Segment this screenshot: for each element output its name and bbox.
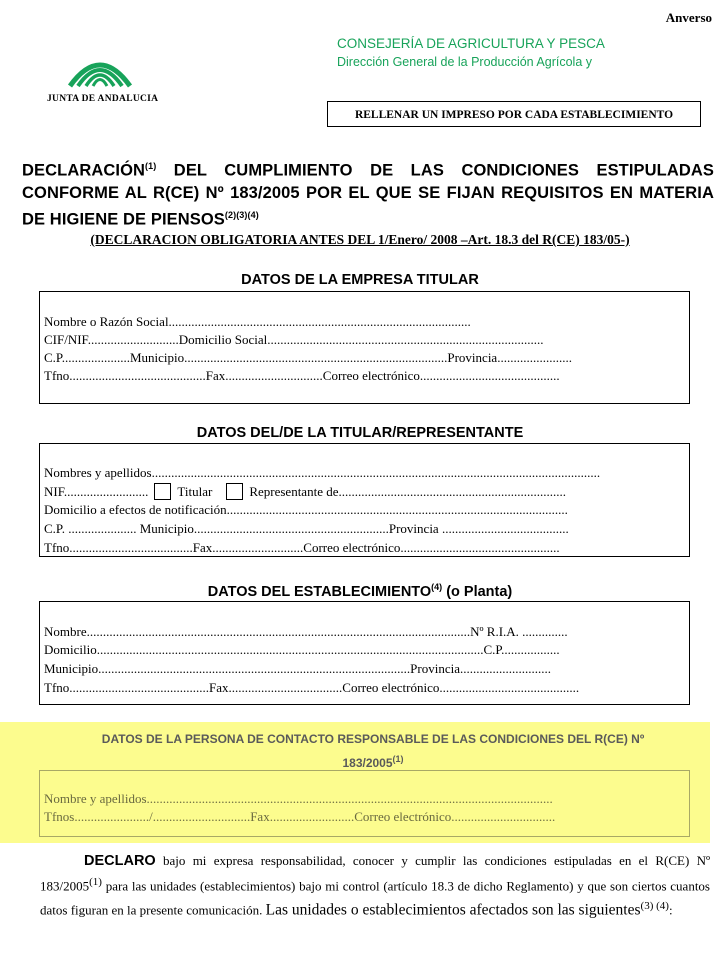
side-label: Anverso (665, 10, 712, 25)
establecimiento-name-field[interactable]: Nombre......................................................................................................................Nº R.I.A. .............. (44, 624, 568, 639)
section-empresa-heading: DATOS DE LA EMPRESA TITULAR (241, 272, 479, 288)
titular-name-field[interactable]: Nombres y apellidos.......................................................................................................................................... (44, 465, 601, 480)
declaration-paragraph (40, 850, 710, 921)
titular-nif-field[interactable]: NIF.......................... (44, 484, 149, 499)
org-name: JUNTA DE ANDALUCIA (47, 94, 159, 104)
establecimiento-heading-text: DATOS DEL ESTABLECIMIENTO (207, 583, 432, 600)
declaro-lead: DECLARO (84, 853, 156, 869)
declaro-text-4: : (668, 902, 673, 918)
instruction-box: RELLENAR UN IMPRESO POR CADA ESTABLECIMIENTO (327, 101, 701, 127)
empresa-name-field[interactable]: Nombre o Razón Social............................................................................................. (44, 314, 471, 329)
title-sup-1: (1) (145, 161, 157, 171)
establecimiento-municipio-field[interactable]: Municipio................................................................................................Provincia............................ (44, 661, 551, 676)
section-contacto-heading (40, 729, 706, 773)
department-line-1: CONSEJERÍA DE AGRICULTURA Y PESCA (337, 36, 605, 51)
contacto-name-field[interactable]: Nombre y apellidos............................................................................................................................. (44, 791, 553, 806)
department-line-2: Dirección General de la Producción Agrícola y (337, 55, 592, 69)
titular-contact-field[interactable]: Tfno......................................Fax............................Correo electrónico................................................. (44, 540, 560, 555)
declaro-text-1: bajo mi expresa responsabilidad, conocer y cumplir las condiciones estipuladas en el R(CE) Nº 183/2005 (40, 853, 710, 894)
contacto-contact-field[interactable]: Tfnos......................./..............................Fax..........................Correo electrónico................................ (44, 809, 556, 824)
establecimiento-domicilio-field[interactable]: Domicilio.......................................................................................................................C.P.................. (44, 642, 560, 657)
representante-field[interactable]: Representante de...................................................................... (249, 484, 566, 499)
junta-andalucia-logo (64, 46, 136, 90)
titular-cp-municipio-field[interactable]: C.P. ..................... Municipio............................................................Provincia ....................................... (44, 521, 569, 536)
title-sup-2: (2)(3)(4) (224, 209, 259, 220)
titular-domicilio-field[interactable]: Domicilio a efectos de notificación......................................................................................................... (44, 502, 568, 517)
main-title (22, 155, 714, 230)
contacto-heading-line-2: 183/2005 (342, 756, 393, 770)
declaro-sup-1: (1) (89, 876, 102, 888)
contacto-heading-line-1: DATOS DE LA PERSONA DE CONTACTO RESPONSABLE DE LAS CONDICIONES DEL R(CE) Nº (101, 732, 645, 746)
mandatory-note: (DECLARACION OBLIGATORIA ANTES DEL 1/Enero/ 2008 –Art. 18.3 del R(CE) 183/05-) (90, 232, 630, 247)
empresa-contact-field[interactable]: Tfno..........................................Fax..............................Correo electrónico........................................... (44, 368, 560, 383)
titular-checkbox[interactable] (154, 483, 171, 500)
section-titular-heading: DATOS DEL/DE LA TITULAR/REPRESENTANTE (196, 425, 524, 441)
department-heading (337, 35, 605, 71)
contacto-heading-sup: (1) (392, 754, 404, 764)
empresa-cp-municipio-field[interactable]: C.P.....................Municipio.................................................................................Provincia....................... (44, 350, 572, 365)
declaro-sup-2: (3) (4) (640, 900, 669, 913)
representante-checkbox[interactable] (226, 483, 243, 500)
title-text: DECLARACIÓN (22, 161, 146, 180)
section-establecimiento-heading (0, 582, 720, 600)
declaro-text-2: para las unidades (establecimientos) bajo mi control (artículo 18.3 de dicho Reglamento) y que son ciertos cuantos datos figuran en la presente comunicación. (40, 878, 710, 918)
title-text-2: DEL CUMPLIMIENTO DE LAS CONDICIONES ESTIPULADAS CONFORME AL R(CE) Nº 183/2005 POR EL QUE SE FIJAN REQUISITOS EN MATERIA DE HIGIENE DE PIENSOS (22, 161, 714, 228)
declaro-text-3: Las unidades o establecimientos afectados son las siguientes (265, 901, 641, 919)
establecimiento-heading-suffix: (o Planta) (442, 583, 513, 600)
titular-checkbox-label: Titular (177, 484, 213, 499)
establecimiento-contact-field[interactable]: Tfno...........................................Fax...................................Correo electrónico........................................... (44, 680, 580, 695)
empresa-cif-domicilio-field[interactable]: CIF/NIF............................Domicilio Social..................................................................................... (44, 332, 544, 347)
titular-nif-row (44, 483, 566, 500)
establecimiento-heading-sup: (4) (431, 582, 443, 592)
